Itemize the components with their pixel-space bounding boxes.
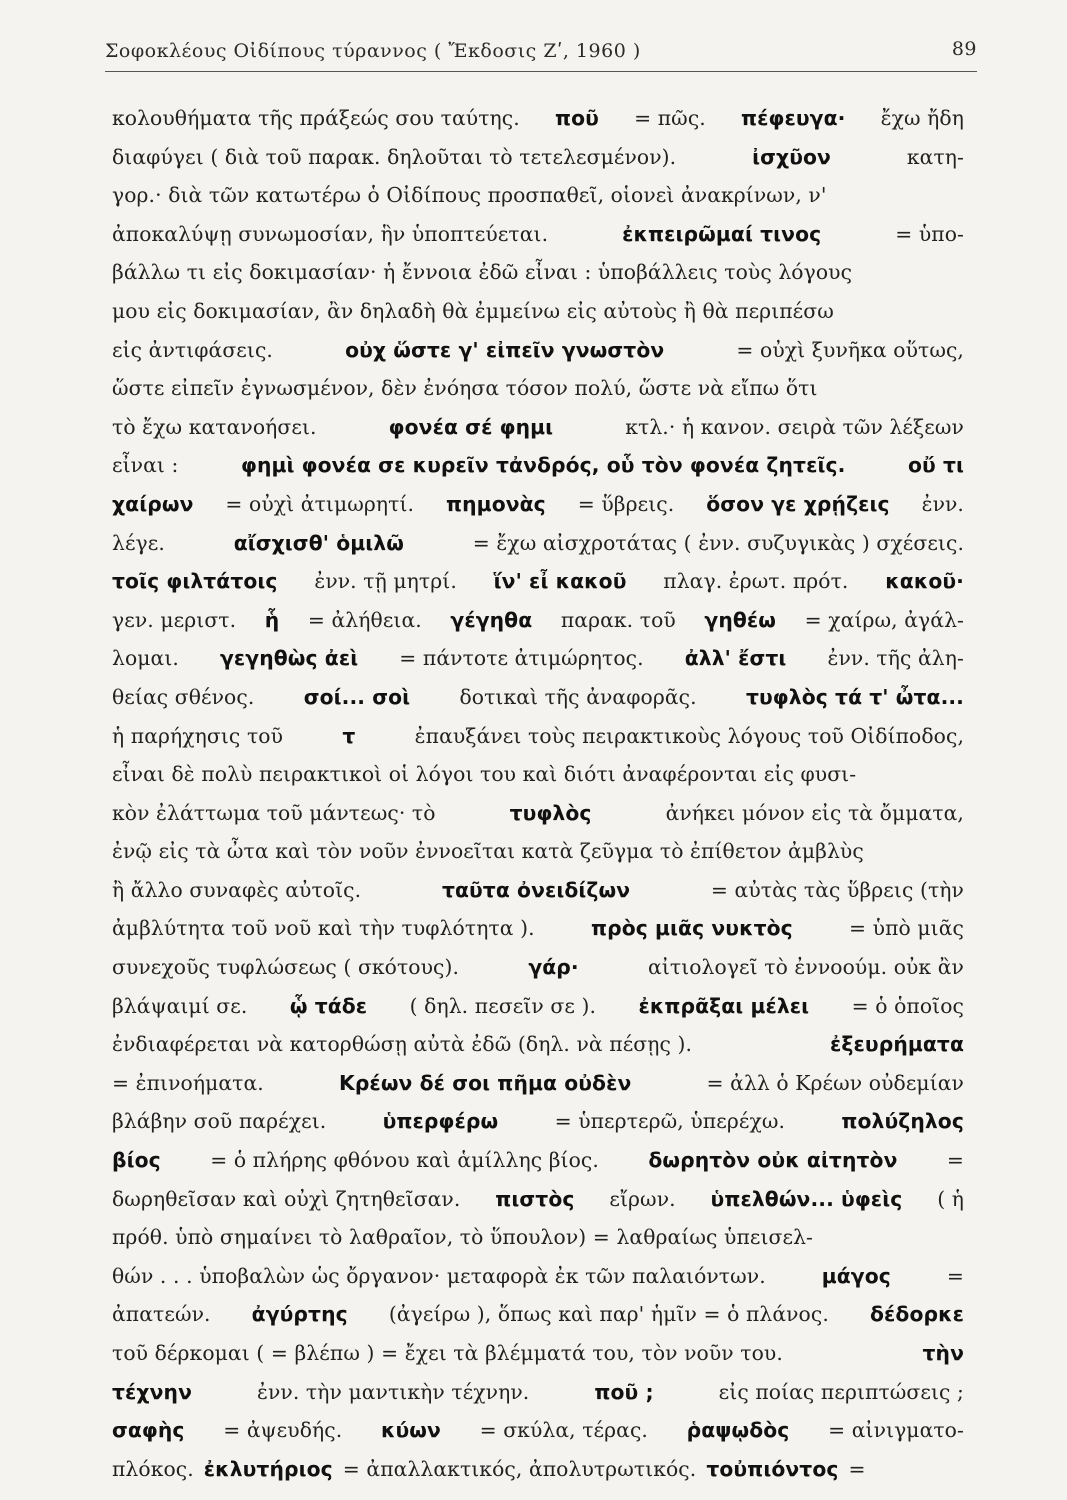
- text-line: [112, 832, 964, 871]
- lemma-term: ποῦ ;: [594, 1379, 654, 1404]
- gloss-text: γορ.· διὰ τῶν κατωτέρω ὁ Οἰδίπους προσπαθεῖ, οἱονεὶ ἀνακρίνων, ν': [112, 183, 827, 208]
- gloss-text: ἀποκαλύψῃ συνωμοσίαν, ἣν ὑποπτεύεται.: [112, 221, 549, 246]
- gloss-text: εἰς ἀντιφάσεις.: [112, 337, 273, 362]
- lemma-term: ἐκπρᾶξαι μέλει: [638, 993, 810, 1018]
- gloss-text: τοῦ δέρκομαι ( = βλέπω ) = ἔχει τὰ βλέμματά του, τὸν νοῦν του.: [112, 1341, 783, 1365]
- text-line: [112, 987, 964, 1026]
- lemma-term: δωρητὸν οὐκ αἰτητὸν: [648, 1148, 898, 1173]
- text-line: [112, 524, 964, 563]
- text-line: [112, 794, 964, 833]
- gloss-text: = ἐπινοήματα.: [112, 1070, 264, 1095]
- gloss-text: ἡ παρήχησις τοῦ: [112, 723, 283, 748]
- gloss-text: ἔχω ἤδη: [880, 106, 964, 130]
- gloss-text: εἴρων.: [609, 1186, 676, 1211]
- text-line: [112, 176, 964, 215]
- gloss-text: εἰς ποίας περιπτώσεις ;: [718, 1379, 964, 1404]
- lemma-term: ἧ: [264, 607, 280, 632]
- text-line: [112, 601, 964, 640]
- gloss-text: = ὕβρεις.: [577, 491, 675, 516]
- gloss-text: δωρηθεῖσαν καὶ οὐχὶ ζητηθεῖσαν.: [112, 1186, 461, 1211]
- gloss-text: ἐνδιαφέρεται νὰ κατορθώσῃ αὐτὰ ἐδῶ (δηλ. νὰ πέσῃς ).: [112, 1032, 693, 1057]
- gloss-text: ἀνήκει μόνον εἰς τὰ ὄμματα,: [665, 800, 964, 825]
- gloss-text: = ὑπὸ μιᾶς: [849, 916, 964, 941]
- lemma-term: τυφλὸς τά τ' ὦτα...: [745, 684, 964, 709]
- lemma-term: πρὸς μιᾶς νυκτὸς: [590, 916, 793, 941]
- gloss-text: τὸ ἔχω κατανοήσει.: [112, 414, 317, 439]
- gloss-text: = ἀλήθεια.: [307, 607, 422, 632]
- lemma-term: ὑπερφέρω: [382, 1109, 499, 1134]
- gloss-text: = ὁ πλήρης φθόνου καὶ ἁμίλλης βίος.: [210, 1148, 599, 1173]
- commentary-body: [112, 99, 964, 1488]
- lemma-term: φονέα σέ φημι: [388, 414, 554, 439]
- gloss-text: = ἀψευδής.: [223, 1418, 343, 1443]
- gloss-text: = ὁ ὁποῖος: [851, 993, 964, 1018]
- gloss-text: ἐνν. τῇ μητρί.: [314, 569, 457, 594]
- lemma-term: κακοῦ·: [885, 569, 964, 594]
- gloss-text: ἢ ἄλλο συναφὲς αὐτοῖς.: [112, 877, 362, 902]
- gloss-text: θών . . . ὑποβαλὼν ὡς ὄργανον· μεταφορὰ ἐκ τῶν παλαιόντων.: [112, 1263, 766, 1288]
- text-line: [112, 1102, 964, 1141]
- text-line: [112, 639, 964, 678]
- text-line: [112, 1218, 964, 1257]
- gloss-text: γεν. μεριστ.: [112, 607, 237, 632]
- gloss-text: λέγε.: [112, 530, 165, 555]
- lemma-term: ᾧ τάδε: [289, 993, 368, 1018]
- lemma-term: οὐχ ὥστε γ' εἰπεῖν γνωστὸν: [345, 337, 665, 362]
- lemma-term: ἐκλυτήριος: [203, 1456, 333, 1481]
- lemma-term: τοῖς φιλτάτοις: [112, 569, 278, 594]
- gloss-text: ἀμβλύτητα τοῦ νοῦ καὶ τὴν τυφλότητα ).: [112, 916, 535, 941]
- gloss-text: κὸν ἐλάττωμα τοῦ μάντεως· τὸ: [112, 800, 436, 825]
- text-line: [112, 1450, 964, 1489]
- gloss-text: =: [946, 1263, 964, 1288]
- lemma-term: τέχνην: [112, 1379, 192, 1404]
- gloss-text: ἐνν. τὴν μαντικὴν τέχνην.: [256, 1379, 530, 1404]
- lemma-term: ἵν' εἶ κακοῦ: [493, 569, 627, 594]
- page-number: 89: [951, 38, 977, 60]
- lemma-term: οὔ τι: [907, 453, 964, 478]
- lemma-term: πημονὰς: [445, 491, 546, 516]
- lemma-term: τυφλὸς: [509, 800, 592, 825]
- lemma-term: ἐξευρήματα: [830, 1032, 964, 1057]
- lemma-term: βίος: [112, 1148, 161, 1173]
- lemma-term: ἐκπειρῶμαί τινος: [622, 221, 822, 246]
- lemma-term: πιστὸς: [495, 1186, 575, 1211]
- gloss-text: βλάβην σοῦ παρέχει.: [112, 1109, 327, 1134]
- gloss-text: πλαγ. ἐρωτ. πρότ.: [663, 569, 849, 594]
- text-line: [112, 1334, 964, 1373]
- gloss-text: = ἀπαλλακτικός, ἀπολυτρωτικός.: [342, 1456, 697, 1481]
- lemma-term: γηθέω: [704, 607, 777, 632]
- lemma-term: μάγος: [821, 1263, 891, 1288]
- text-line: [112, 99, 964, 138]
- lemma-term: σαφὴς: [112, 1418, 185, 1443]
- gloss-text: διαφύγει ( διὰ τοῦ παρακ. δηλοῦται τὸ τετελεσμένον).: [112, 144, 677, 169]
- gloss-text: =: [946, 1148, 964, 1173]
- gloss-text: θείας σθένος.: [112, 684, 255, 709]
- lemma-term: πολύζηλος: [841, 1109, 964, 1134]
- text-line: [112, 562, 964, 601]
- lemma-term: γάρ·: [528, 955, 579, 980]
- gloss-text: κτλ.· ἡ κανον. σειρὰ τῶν λέξεων: [625, 414, 964, 439]
- gloss-text: =: [848, 1456, 866, 1481]
- gloss-text: πλόκος.: [112, 1456, 194, 1481]
- text-line: [112, 369, 964, 408]
- text-line: [112, 948, 964, 987]
- gloss-text: = αὐτὰς τὰς ὕβρεις (τὴν: [710, 877, 964, 902]
- gloss-text: μου εἰς δοκιμασίαν, ἂν δηλαδὴ θὰ ἐμμείνω εἰς αὐτοὺς ἢ θὰ περιπέσω: [112, 298, 834, 323]
- gloss-text: ἐνν. τῆς ἀλη-: [827, 646, 964, 671]
- lemma-term: κύων: [380, 1418, 441, 1443]
- lemma-term: αἴσχισθ' ὁμιλῶ: [233, 530, 404, 555]
- gloss-text: = ὑπερτερῶ, ὑπερέχω.: [554, 1109, 786, 1134]
- gloss-text: = οὐχὶ ἀτιμωρητί.: [225, 491, 415, 516]
- gloss-text: εἶναι :: [112, 453, 179, 478]
- lemma-term: τ: [342, 723, 356, 748]
- text-line: [112, 215, 964, 254]
- text-line: [112, 1257, 964, 1296]
- text-line: [112, 138, 964, 177]
- gloss-text: = χαίρω, ἀγάλ-: [804, 607, 964, 632]
- text-line: [112, 717, 964, 756]
- lemma-term: ταῦτα ὀνειδίζων: [441, 877, 631, 902]
- text-line: [112, 1411, 964, 1450]
- gloss-text: = ἀλλ ὁ Κρέων οὐδεμίαν: [706, 1070, 964, 1095]
- gloss-text: δοτικαὶ τῆς ἀναφορᾶς.: [459, 684, 697, 709]
- gloss-text: ἐπαυξάνει τοὺς πειρακτικοὺς λόγους τοῦ Οἰδίποδος,: [414, 723, 964, 748]
- lemma-term: φημὶ φονέα σε κυρεῖν τἀνδρός, οὗ τὸν φονέα ζητεῖς.: [240, 453, 846, 478]
- gloss-text: πρόθ. ὑπὸ σημαίνει τὸ λαθραῖον, τὸ ὕπουλον) = λαθραίως ὑπεισελ-: [112, 1225, 814, 1250]
- gloss-text: συνεχοῦς τυφλώσεως ( σκότους).: [112, 955, 460, 980]
- gloss-text: βλάψαιμί σε.: [112, 993, 248, 1018]
- running-title: Σοφοκλέους Οἰδίπους τύραννος ( Ἔκδοσις Ζʹ, 1960 ): [105, 40, 641, 62]
- lemma-term: γεγηθὼς ἀεὶ: [220, 646, 359, 671]
- gloss-text: = αἰνιγματο-: [828, 1418, 964, 1443]
- gloss-text: ἐνν.: [921, 491, 964, 516]
- gloss-text: αἰτιολογεῖ τὸ ἐννοούμ. οὐκ ἂν: [648, 955, 964, 980]
- text-line: [112, 446, 964, 485]
- lemma-term: Κρέων δέ σοι πῆμα οὐδὲν: [339, 1070, 632, 1095]
- lemma-term: δέδορκε: [869, 1302, 964, 1327]
- gloss-text: (ἀγείρω ), ὅπως καὶ παρ' ἡμῖν = ὁ πλάνος.: [388, 1302, 829, 1327]
- text-line: [112, 292, 964, 331]
- lemma-term: χαίρων: [112, 491, 194, 516]
- text-line: [112, 1025, 964, 1064]
- gloss-text: = οὐχὶ ξυνῆκα οὕτως,: [736, 337, 964, 362]
- text-line: [112, 909, 964, 948]
- gloss-text: ἐνῷ εἰς τὰ ὦτα καὶ τὸν νοῦν ἐννοεῖται κατὰ ζεῦγμα τὸ ἐπίθετον ἀμβλὺς: [112, 839, 864, 864]
- lemma-term: ἰσχῦον: [752, 144, 831, 169]
- text-line: [112, 755, 964, 794]
- text-line: [112, 1373, 964, 1412]
- text-line: [112, 1180, 964, 1219]
- gloss-text: = πάντοτε ἀτιμώρητος.: [399, 646, 644, 671]
- text-line: [112, 253, 964, 292]
- text-line: [112, 1295, 964, 1334]
- lemma-term: τοὐπιόντος: [706, 1456, 839, 1481]
- gloss-text: λομαι.: [112, 646, 179, 671]
- header-rule: [105, 71, 977, 72]
- lemma-term: ποῦ: [554, 106, 599, 130]
- gloss-text: κατη-: [906, 144, 964, 169]
- running-header: [105, 30, 985, 70]
- lemma-term: ῥαψῳδὸς: [686, 1418, 790, 1443]
- gloss-text: ( δηλ. πεσεῖν σε ).: [409, 993, 597, 1018]
- gloss-text: παρακ. τοῦ: [560, 607, 676, 632]
- gloss-text: = πῶς.: [634, 106, 706, 130]
- lemma-term: γέγηθα: [450, 607, 533, 632]
- lemma-term: πέφευγα·: [741, 106, 846, 130]
- gloss-text: = σκύλα, τέρας.: [479, 1418, 648, 1443]
- text-line: [112, 408, 964, 447]
- text-line: [112, 1141, 964, 1180]
- gloss-text: ἀπατεών.: [112, 1302, 211, 1327]
- gloss-text: = ὑπο-: [895, 221, 964, 246]
- gloss-text: ( ἡ: [937, 1186, 964, 1211]
- text-line: [112, 331, 964, 370]
- lemma-term: ὅσον γε χρῄζεις: [706, 491, 890, 516]
- gloss-text: βάλλω τι εἰς δοκιμασίαν· ἡ ἔννοια ἐδῶ εἶναι : ὑποβάλλεις τοὺς λόγους: [112, 260, 853, 285]
- text-line: [112, 871, 964, 910]
- lemma-term: σοί... σοὶ: [303, 684, 411, 709]
- lemma-term: ὑπελθών... ὑφεὶς: [710, 1186, 903, 1211]
- gloss-text: κολουθήματα τῆς πράξεώς σου ταύτης.: [112, 106, 520, 130]
- lemma-term: τὴν: [922, 1341, 964, 1365]
- text-line: [112, 485, 964, 524]
- text-line: [112, 678, 964, 717]
- gloss-text: ὥστε εἰπεῖν ἐγνωσμένον, δὲν ἐνόησα τόσον πολύ, ὥστε νὰ εἴπω ὅτι: [112, 376, 818, 401]
- lemma-term: ἀλλ' ἔστι: [684, 646, 787, 671]
- lemma-term: ἀγύρτης: [251, 1302, 348, 1327]
- gloss-text: = ἔχω αἰσχροτάτας ( ἐνν. συζυγικὰς ) σχέσεις.: [472, 530, 964, 555]
- text-line: [112, 1064, 964, 1103]
- gloss-text: εἶναι δὲ πολὺ πειρακτικοὶ οἱ λόγοι του καὶ διότι ἀναφέρονται εἰς φυσι-: [112, 762, 857, 787]
